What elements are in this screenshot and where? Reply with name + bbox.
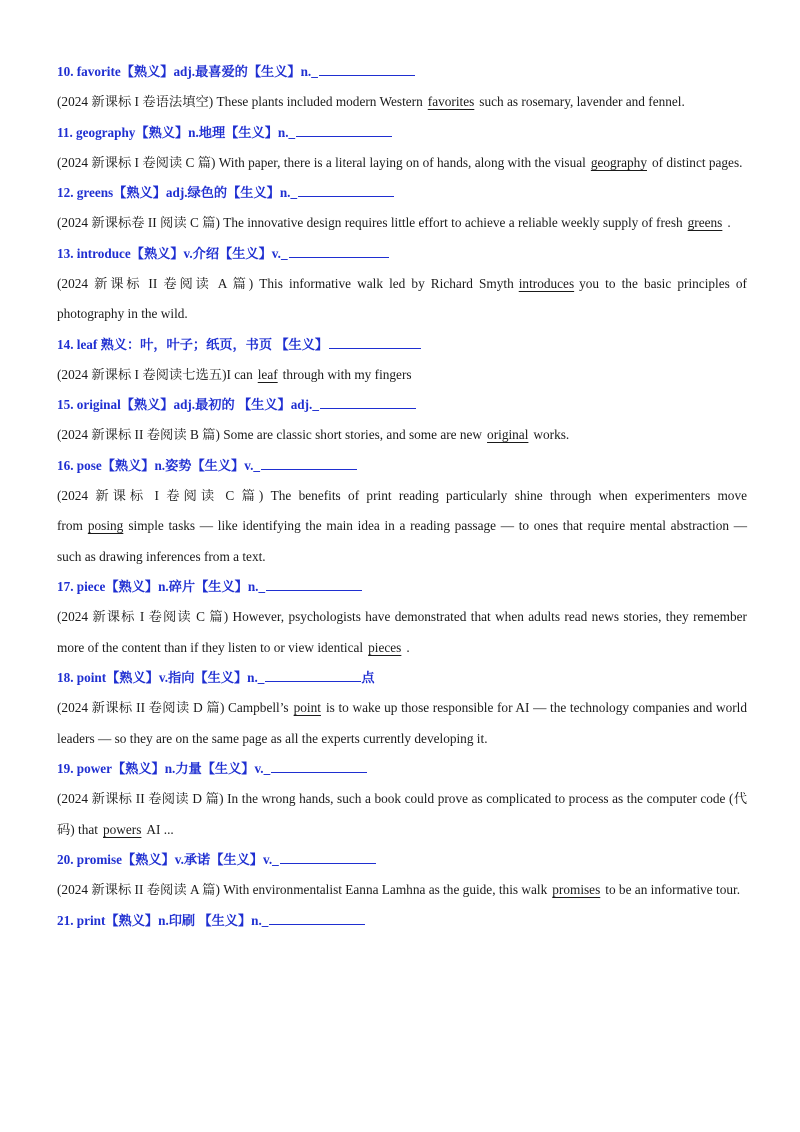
example-sentence: (2024 新课标 II 卷阅读 A 篇) This informative walk led by Richard Smyth introduces you to the basic principles of photography in the wild. [57,275,747,321]
entry-heading: 15. original【熟义】adj.最初的 【生义】adj._ [57,390,747,420]
vocab-entry-leaf [57,330,747,391]
vocab-entry-piece [57,572,747,663]
highlighted-word: posing [87,518,124,533]
answer-blank[interactable] [329,334,421,349]
highlighted-word: leaf [257,366,278,382]
entry-heading: 14. leaf 熟义：叶，叶子；纸页，书页 【生义】 [57,330,747,360]
answer-blank[interactable] [261,455,357,470]
entry-heading: 13. introduce【熟义】v.介绍【生义】v._ [57,239,747,269]
vocab-entry-promise [57,845,747,906]
answer-blank[interactable] [266,576,362,591]
answer-blank[interactable] [319,61,415,76]
answer-blank[interactable] [296,122,392,137]
example-sentence: (2024 新课标 I 卷阅读七选五)I can leaf through with my fingers [57,366,412,382]
document-page [57,57,747,936]
answer-blank[interactable] [269,910,365,925]
answer-blank[interactable] [289,243,389,258]
example-sentence: (2024 新课标 II 卷阅读 A 篇) With environmentalist Eanna Lamhna as the guide, this walk promises to be an informative tour. [57,882,741,897]
answer-blank[interactable] [271,758,367,773]
example-sentence: (2024 新课标 I 卷阅读 C 篇) However, psychologists have demonstrated that when adults read news stories, they remember more of the content than if they listen to or view identical pieces . [57,609,747,655]
highlighted-word: favorites [427,94,475,109]
vocab-entry-geography [57,118,747,179]
highlighted-word: pieces [368,639,402,655]
answer-blank[interactable] [298,182,394,197]
highlighted-word: original [487,427,529,442]
vocab-entry-original [57,390,747,451]
vocab-entry-favorite [57,57,747,118]
entry-heading: 18. point【熟义】v.指向【生义】n._ 点 [57,663,747,693]
highlighted-word: powers [103,821,142,837]
example-sentence: (2024 新课标卷 II 阅读 C 篇) The innovative design requires little effort to achieve a reliable weekly supply of fresh greens . [57,215,731,230]
answer-blank[interactable] [265,667,361,682]
entry-heading: 20. promise【熟义】v.承诺【生义】v._ [57,845,747,875]
entry-heading: 17. piece【熟义】n.碎片【生义】n._ [57,572,747,602]
entry-heading: 12. greens【熟义】adj.绿色的【生义】n._ [57,178,747,208]
highlighted-word: point [293,700,321,715]
highlighted-word: geography [590,154,647,170]
vocab-entry-introduce [57,239,747,330]
example-sentence: (2024 新课标 I 卷语法填空) These plants included modern Western favorites such as rosemary, lavender and fennel. [57,94,685,109]
highlighted-word: promises [552,882,601,897]
vocab-entry-pose [57,451,747,573]
example-sentence: (2024 新课标 II 卷阅读 D 篇) Campbell’s point is to wake up those responsible for AI — the technology companies and world leaders — so they are on the same page as all the experts currently developing it. [57,700,747,746]
example-sentence: (2024 新课标 I 卷阅读 C 篇) With paper, there is a literal laying on of hands, along with the visual geography of distinct pages. [57,154,743,170]
entry-heading: 19. power【熟义】n.力量【生义】v._ [57,754,747,784]
example-sentence: (2024 新课标 II 卷阅读 B 篇) Some are classic short stories, and some are new original works. [57,427,570,442]
answer-blank[interactable] [280,849,376,864]
example-sentence: (2024 新课标 II 卷阅读 D 篇) In the wrong hands, such a book could prove as complicated to process as the computer code (代码) that powers AI ... [57,791,748,837]
highlighted-word: greens [687,215,723,230]
entry-heading: 11. geography【熟义】n.地理【生义】n._ [57,118,747,148]
vocab-entry-print [57,906,747,936]
example-sentence: (2024 新课标 I 卷阅读 C 篇) The benefits of print reading particularly shine through when experimenters move from posing simple tasks — like identifying the main idea in a reading passage — to ones that require mental abstraction — such as drawing inferences from a text. [57,487,747,564]
entry-heading: 21. print【熟义】n.印刷 【生义】n._ [57,906,747,936]
highlighted-word: introduces [518,275,575,291]
vocab-entry-greens [57,178,747,239]
entry-heading: 10. favorite【熟义】adj.最喜爱的【生义】n._ [57,57,747,87]
answer-blank[interactable] [320,394,416,409]
entry-heading: 16. pose【熟义】n.姿势【生义】v._ [57,451,747,481]
vocab-entry-power [57,754,747,845]
vocab-entry-point [57,663,747,754]
